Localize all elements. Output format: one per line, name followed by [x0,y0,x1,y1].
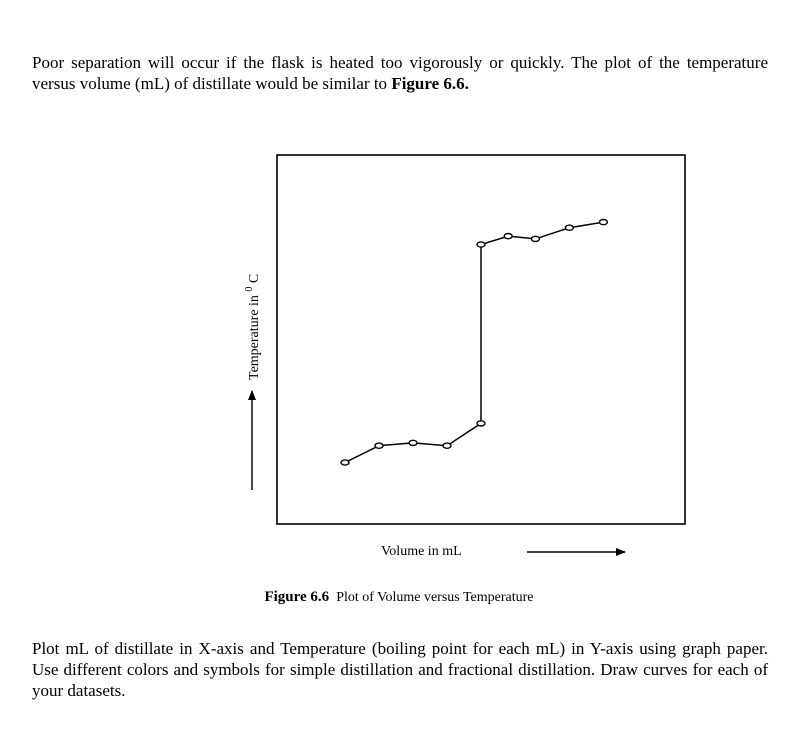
y-axis-label [244,274,262,380]
data-point [599,220,607,225]
series-line [345,222,603,462]
intro-text: Poor separation will occur if the flask is heated too vigorously or quickly. The plot of the temperature versus volume (mL) of distillate would be similar to [32,53,768,93]
data-point [443,443,451,448]
x-axis-label: Volume in mL [381,544,462,559]
data-point [375,443,383,448]
y-axis-label-text: Temperature in [247,291,262,380]
data-point [504,234,512,239]
data-point [565,225,573,230]
data-point [477,421,485,426]
data-point [341,460,349,465]
figure-caption [0,589,798,606]
figure-caption-text: Plot of Volume versus Temperature [336,590,534,605]
data-point [409,440,417,445]
figure-number: Figure 6.6 [264,589,330,605]
y-axis-label-superscript: 0 [244,286,255,292]
y-axis-label-unit: C [247,273,262,287]
instructions-paragraph: Plot mL of distillate in X-axis and Temperature (boiling point for each mL) in Y-axis using graph paper. Use different colors and symbols for simple distillation and fractional distillation. Draw curves for each of your datasets. [32,639,768,700]
plot-area [341,220,607,466]
data-point [531,236,539,241]
figure-reference: Figure 6.6. [391,74,469,93]
data-point [477,242,485,247]
